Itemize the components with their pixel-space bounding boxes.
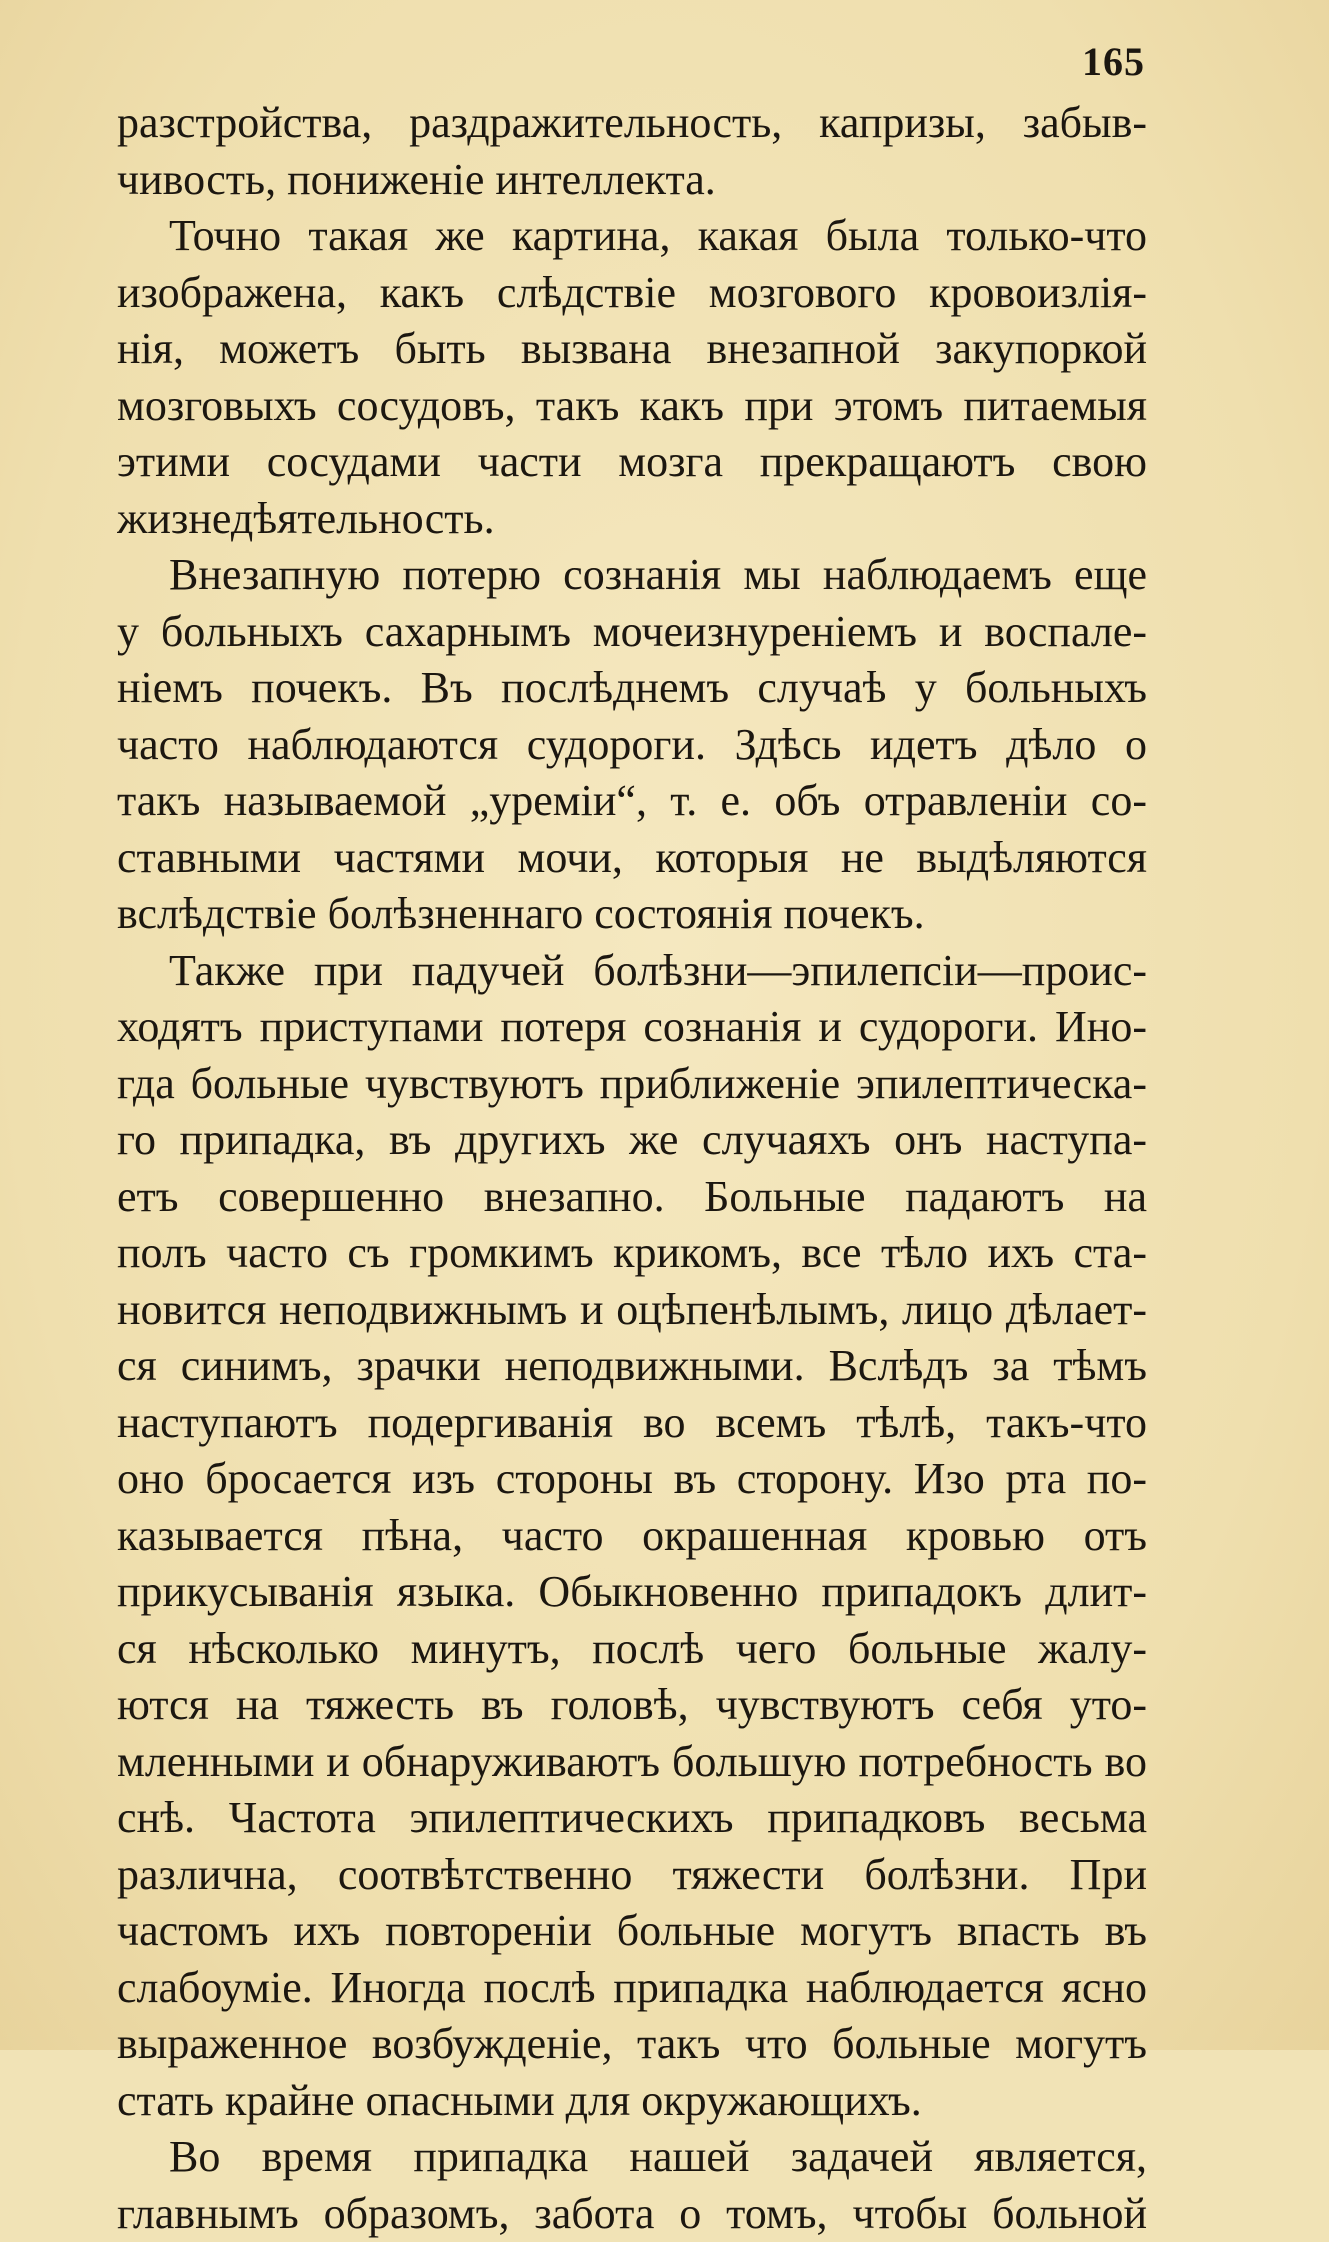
text-line: казывается пѣна, часто окрашенная кровью отъ: [117, 1508, 1147, 1565]
text-line: чивость, пониженіе интеллекта.: [117, 152, 1147, 209]
text-line: полъ часто съ громкимъ крикомъ, все тѣло ихъ ста-: [117, 1225, 1147, 1282]
text-line: такъ называемой „уреміи“, т. е. объ отравленіи со-: [117, 773, 1147, 830]
text-line: мленными и обнаруживаютъ большую потребность во: [117, 1734, 1147, 1791]
text-line: стать крайне опасными для окружающихъ.: [117, 2073, 1147, 2130]
text-line: разстройства, раздражительность, капризы, забыв-: [117, 95, 1147, 152]
text-line: выраженное возбужденіе, такъ что больные могутъ: [117, 2016, 1147, 2073]
page-number: 165: [1082, 38, 1145, 85]
text-line: главнымъ образомъ, забота о томъ, чтобы больной: [117, 2186, 1147, 2242]
text-line: мозговыхъ сосудовъ, такъ какъ при этомъ питаемыя: [117, 378, 1147, 435]
text-line: ся синимъ, зрачки неподвижными. Вслѣдъ за тѣмъ: [117, 1338, 1147, 1395]
text-line: вслѣдствіе болѣзненнаго состоянія почекъ.: [117, 886, 1147, 943]
text-line: у больныхъ сахарнымъ мочеизнуреніемъ и воспале-: [117, 604, 1147, 661]
text-line: ся нѣсколько минутъ, послѣ чего больные жалу-: [117, 1621, 1147, 1678]
text-line: нія, можетъ быть вызвана внезапной закупоркой: [117, 321, 1147, 378]
text-line: оно бросается изъ стороны въ сторону. Изо рта по-: [117, 1451, 1147, 1508]
text-line: етъ совершенно внезапно. Больные падаютъ на: [117, 1169, 1147, 1226]
text-line: гда больные чувствуютъ приближеніе эпилептическа-: [117, 1056, 1147, 1113]
text-line: го припадка, въ другихъ же случаяхъ онъ наступа-: [117, 1112, 1147, 1169]
text-line: прикусыванія языка. Обыкновенно припадокъ длит-: [117, 1564, 1147, 1621]
text-line: этими сосудами части мозга прекращаютъ свою: [117, 434, 1147, 491]
text-line: часто наблюдаются судороги. Здѣсь идетъ дѣло о: [117, 717, 1147, 774]
text-line: новится неподвижнымъ и оцѣпенѣлымъ, лицо дѣлает-: [117, 1282, 1147, 1339]
text-line: различна, соотвѣтственно тяжести болѣзни. При: [117, 1847, 1147, 1904]
text-line: ются на тяжесть въ головѣ, чувствуютъ себя уто-: [117, 1677, 1147, 1734]
text-line: Во время припадка нашей задачей является,: [117, 2129, 1147, 2186]
text-line: Точно такая же картина, какая была только-что: [117, 208, 1147, 265]
text-line: Внезапную потерю сознанія мы наблюдаемъ еще: [117, 547, 1147, 604]
text-line: наступаютъ подергиванія во всемъ тѣлѣ, такъ-что: [117, 1395, 1147, 1452]
text-line: изображена, какъ слѣдствіе мозгового кровоизлія-: [117, 265, 1147, 322]
text-line: слабоуміе. Иногда послѣ припадка наблюдается ясно: [117, 1960, 1147, 2017]
text-line: ходятъ приступами потеря сознанія и судороги. Ино-: [117, 999, 1147, 1056]
text-line: Также при падучей болѣзни—эпилепсіи—проис-: [117, 943, 1147, 1000]
text-line: ставными частями мочи, которыя не выдѣляются: [117, 830, 1147, 887]
text-line: снѣ. Частота эпилептическихъ припадковъ весьма: [117, 1790, 1147, 1847]
text-line: частомъ ихъ повтореніи больные могутъ впасть въ: [117, 1903, 1147, 1960]
text-line: жизнедѣятельность.: [117, 491, 1147, 548]
body-text: [117, 95, 1147, 2242]
text-line: ніемъ почекъ. Въ послѣднемъ случаѣ у больныхъ: [117, 660, 1147, 717]
